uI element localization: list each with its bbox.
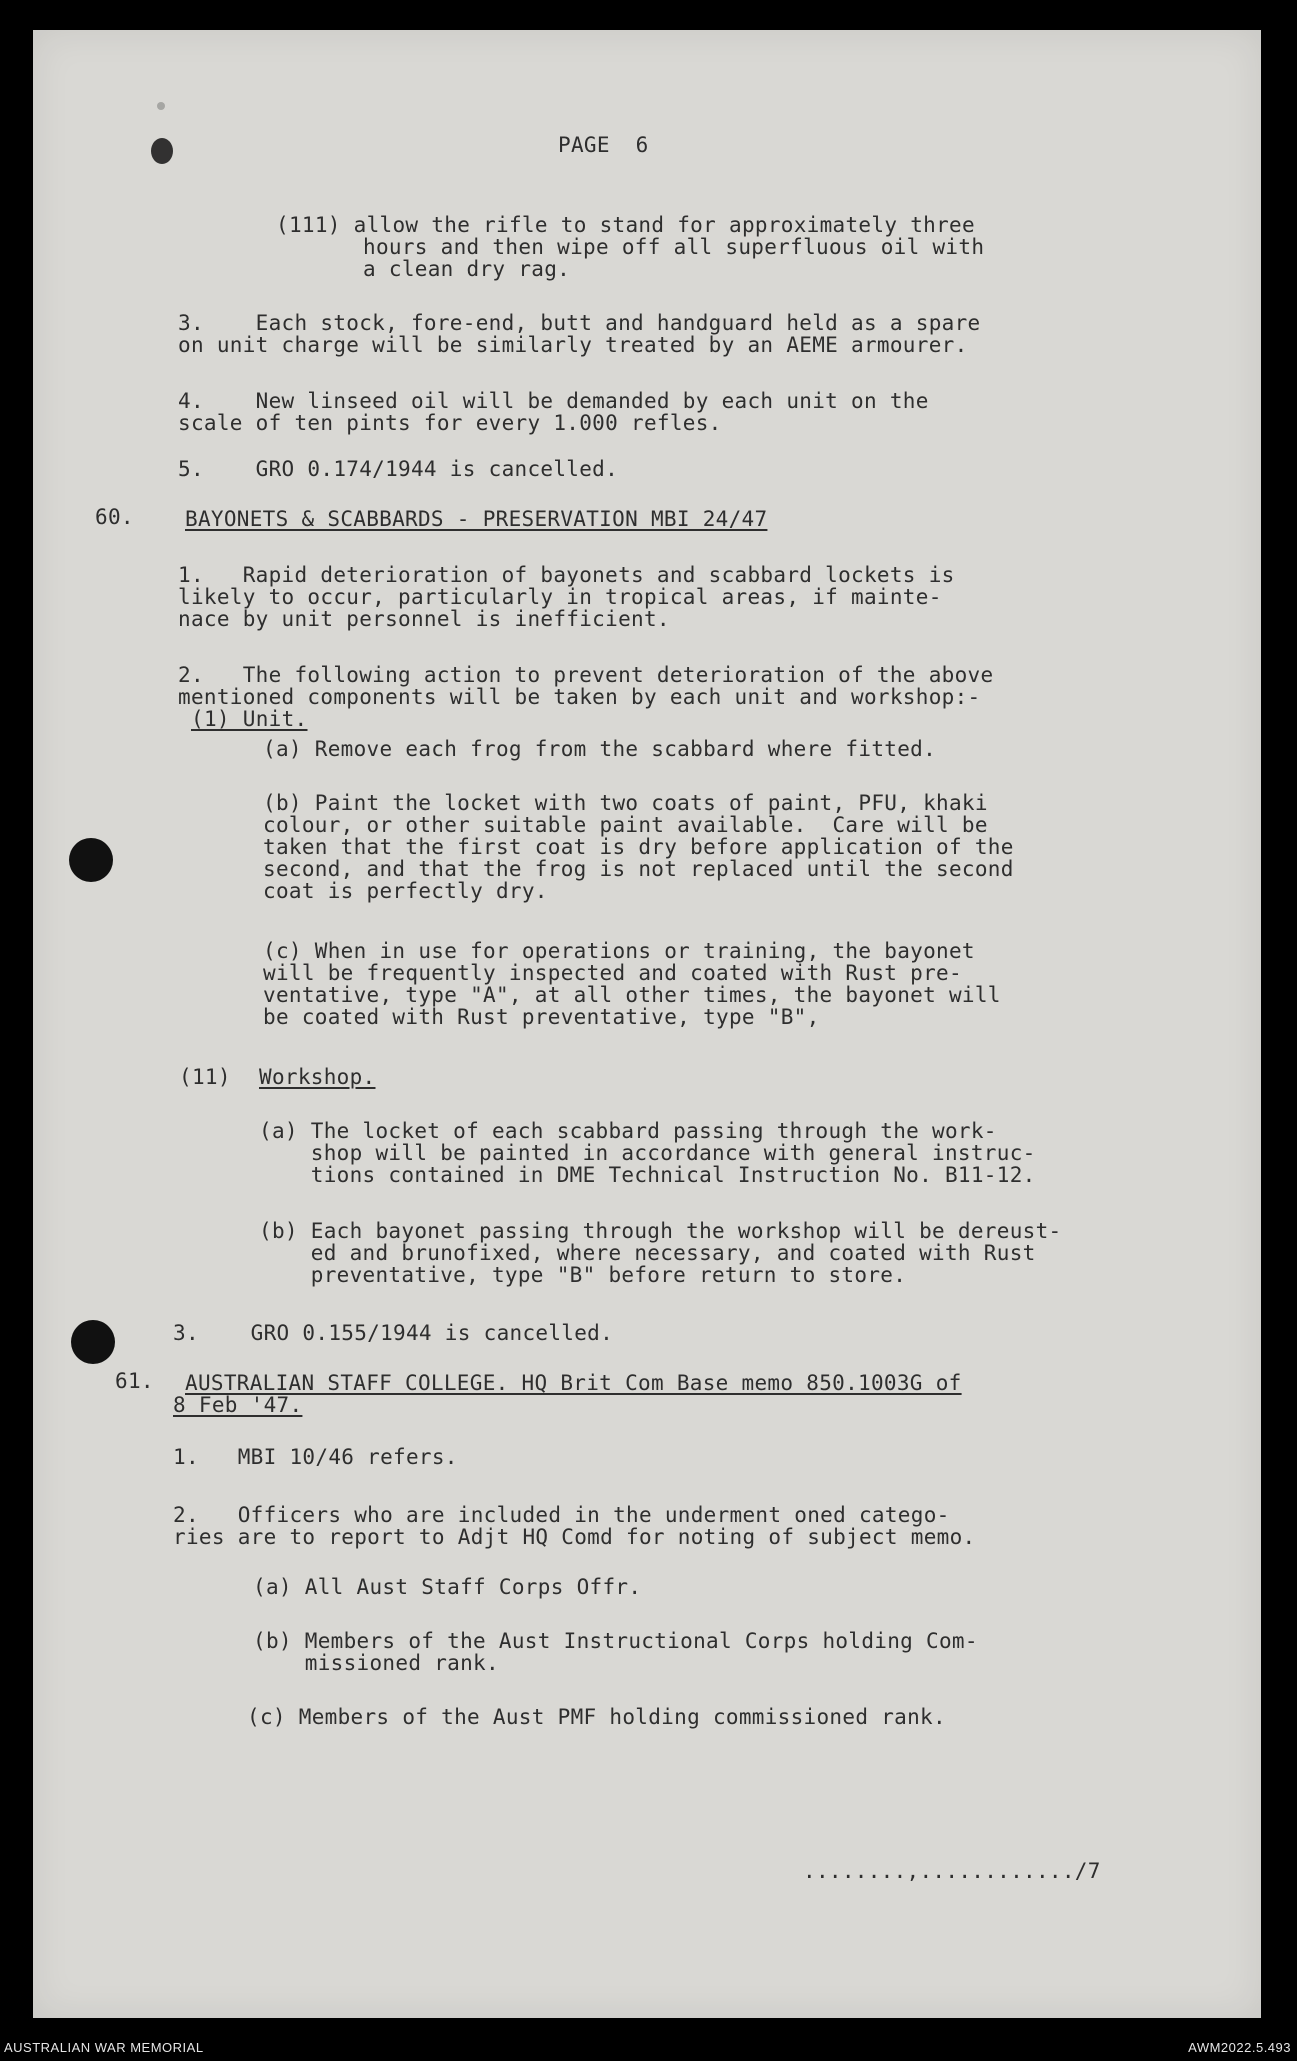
p60-1-line2: likely to occur, particularly in tropical areas, if mainte- [178, 585, 942, 609]
p61-2-line2: ries are to report to Adjt HQ Comd for noting of subject memo. [173, 1525, 976, 1549]
ws-b-line2: ed and brunofixed, where necessary, and coated with Rust [259, 1241, 1036, 1265]
p60-2-line2: mentioned components will be taken by each unit and workshop:- [178, 685, 981, 709]
punch-hole-bottom [71, 1320, 115, 1364]
continuation-marker: ........,............/7 [803, 1859, 1101, 1883]
para61-heading-line1: AUSTRALIAN STAFF COLLEGE. HQ Brit Com Base memo 850.1003G of [185, 1371, 962, 1395]
workshop-number: (11) [179, 1065, 231, 1089]
sub-iii-line2: hours and then wipe off all superfluous oil with [363, 235, 985, 259]
unit-b-line5: coat is perfectly dry. [263, 879, 548, 903]
sub-iii-line1: (111) allow the rifle to stand for approximately three [276, 213, 975, 237]
p60-1-line1: 1. Rapid deterioration of bayonets and scabbard lockets is [178, 563, 955, 587]
unit-c-line2: will be frequently inspected and coated with Rust pre- [263, 961, 962, 985]
p61-b-line2: missioned rank. [253, 1651, 499, 1675]
unit-label: (1) Unit. [191, 707, 308, 731]
p61-c: (c) Members of the Aust PMF holding commissioned rank. [247, 1705, 946, 1729]
unit-b-line3: taken that the first coat is dry before application of the [263, 835, 1014, 859]
p3-line1: 3. Each stock, fore-end, butt and handguard held as a spare [178, 311, 981, 335]
p60-1-line3: nace by unit personnel is inefficient. [178, 607, 670, 631]
para60-heading: BAYONETS & SCABBARDS - PRESERVATION MBI 24/47 [185, 507, 768, 531]
ws-a-line3: tions contained in DME Technical Instruction No. B11-12. [259, 1163, 1036, 1187]
ink-smudge-small [157, 102, 165, 110]
p60-2-line1: 2. The following action to prevent deterioration of the above [178, 663, 994, 687]
unit-b-line4: second, and that the frog is not replaced until the second [263, 857, 1014, 881]
unit-a: (a) Remove each frog from the scabbard where fitted. [263, 737, 937, 761]
p4-line1: 4. New linseed oil will be demanded by each unit on the [178, 389, 929, 413]
p3-line2: on unit charge will be similarly treated by an AEME armourer. [178, 333, 968, 357]
unit-c-line4: be coated with Rust preventative, type "B", [263, 1005, 820, 1029]
document-page [33, 30, 1261, 2018]
unit-b-line1: (b) Paint the locket with two coats of paint, PFU, khaki [263, 791, 988, 815]
p60-3: 3. GRO 0.155/1944 is cancelled. [173, 1321, 614, 1345]
ink-smudge [151, 138, 173, 164]
p61-1: 1. MBI 10/46 refers. [173, 1445, 458, 1469]
para61-number: 61. [115, 1369, 154, 1393]
unit-c-line1: (c) When in use for operations or training, the bayonet [263, 939, 975, 963]
p61-a: (a) All Aust Staff Corps Offr. [253, 1575, 642, 1599]
para61-heading-line2: 8 Feb '47. [173, 1393, 303, 1417]
ws-a-line2: shop will be painted in accordance with general instruc- [259, 1141, 1036, 1165]
unit-c-line3: ventative, type "A", at all other times, the bayonet will [263, 983, 1001, 1007]
ws-b-line3: preventative, type "B" before return to store. [259, 1263, 907, 1287]
p61-b-line1: (b) Members of the Aust Instructional Corps holding Com- [253, 1629, 978, 1653]
footer-accession-number: AWM2022.5.493 [1188, 2040, 1291, 2055]
page-header: PAGE 6 [558, 133, 649, 157]
p4-line2: scale of ten pints for every 1.000 refles. [178, 411, 722, 435]
footer-archive-name: AUSTRALIAN WAR MEMORIAL [4, 2040, 204, 2055]
para60-number: 60. [95, 505, 134, 529]
p5: 5. GRO 0.174/1944 is cancelled. [178, 457, 619, 481]
unit-b-line2: colour, or other suitable paint available. Care will be [263, 813, 988, 837]
punch-hole-top [69, 838, 113, 882]
ws-a-line1: (a) The locket of each scabbard passing through the work- [259, 1119, 997, 1143]
p61-2-line1: 2. Officers who are included in the underment oned catego- [173, 1503, 950, 1527]
sub-iii-line3: a clean dry rag. [363, 257, 571, 281]
workshop-label: Workshop. [259, 1065, 376, 1089]
ws-b-line1: (b) Each bayonet passing through the workshop will be dereust- [259, 1219, 1062, 1243]
